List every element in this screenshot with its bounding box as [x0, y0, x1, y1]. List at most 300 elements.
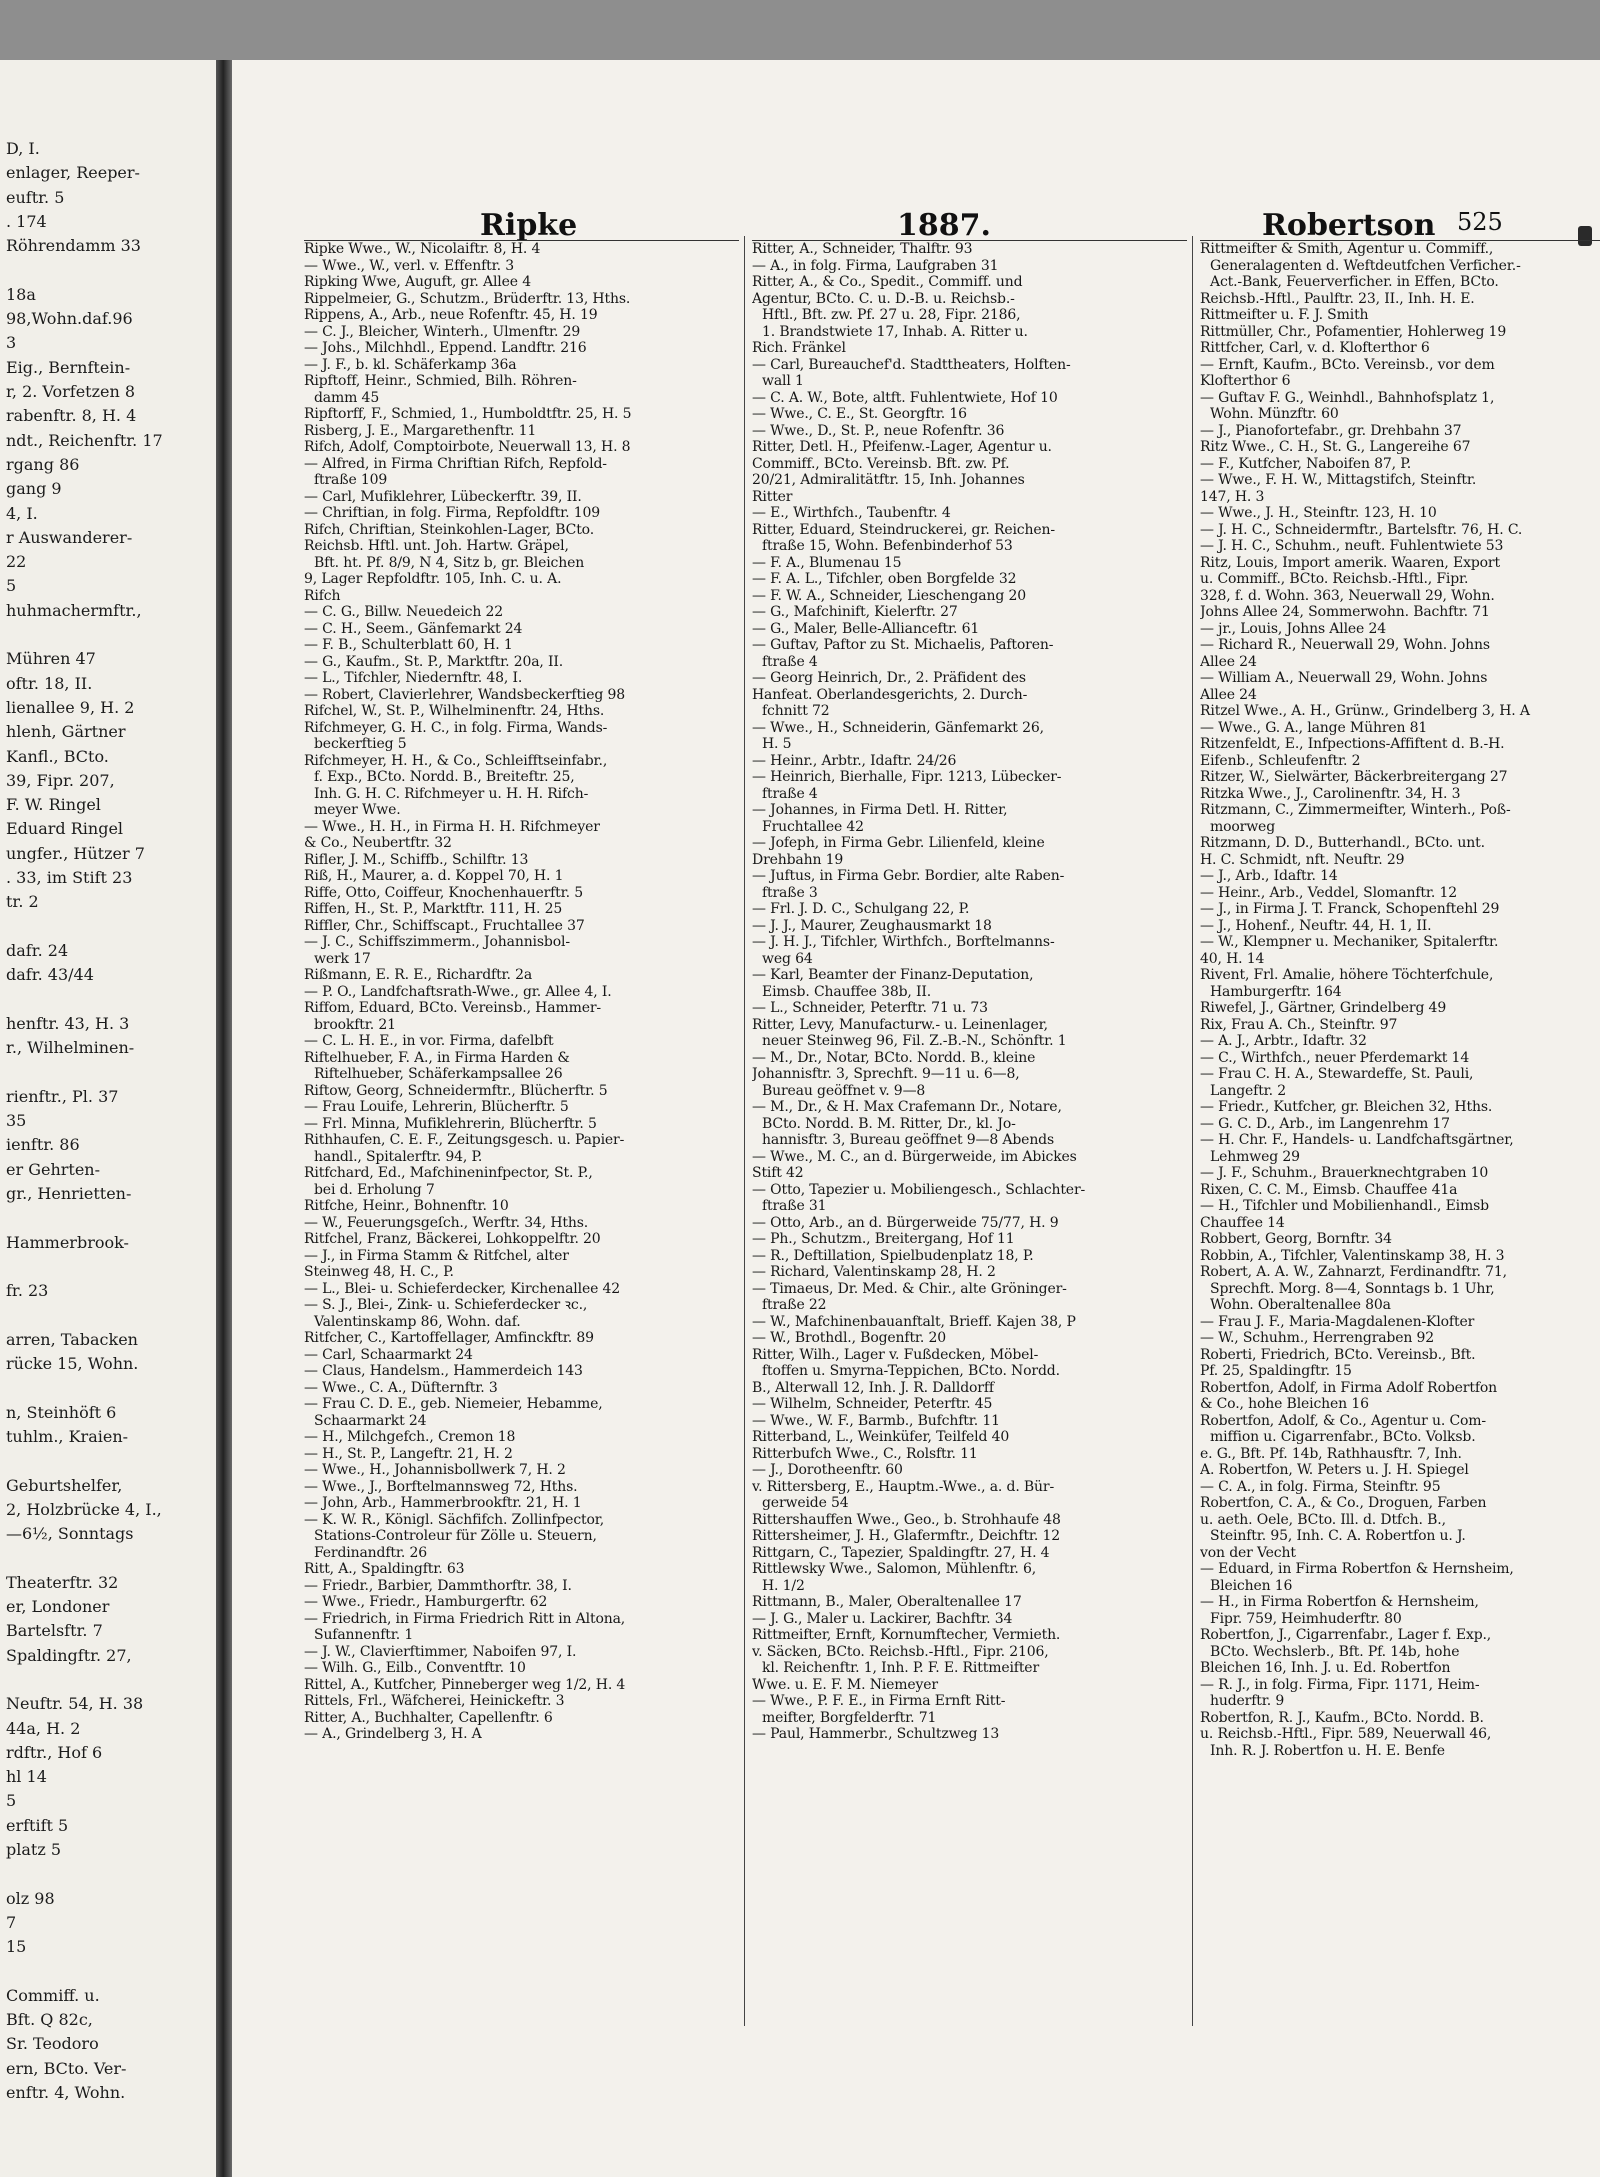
directory-entry-line: — Wwe., W. F., Barmb., Bufchftr. 11	[752, 1412, 1000, 1429]
directory-entry-line: — J., Arb., Idaftr. 14	[1200, 868, 1338, 884]
directory-entry-line: Wohn. Oberaltenallee 80a	[1210, 1297, 1391, 1313]
left-page-fragment: Bft. Q 82c,	[6, 2010, 93, 2030]
directory-entry-line: Ritfcher, C., Kartoffellager, Amfinckftr. 89	[304, 1330, 594, 1346]
directory-entry-line: — Eduard, in Firma Robertfon & Hernsheim,	[1200, 1561, 1514, 1577]
left-page-fragment: Kanfl., BCto.	[6, 746, 109, 766]
directory-entry-line: Ritzer, W., Sielwärter, Bäckerbreitergang 27	[1200, 769, 1508, 785]
left-page-fragment: erftift 5	[6, 1815, 69, 1835]
directory-entry-line: — H. Chr. F., Handels- u. Landfchaftsgärtner,	[1200, 1132, 1514, 1148]
directory-entry-line: Riftelhueber, Schäferkampsallee 26	[314, 1066, 563, 1082]
directory-entry-line: — H., Tifchler und Mobilienhandl., Eimsb	[1200, 1198, 1489, 1214]
directory-entry-line: Riffom, Eduard, BCto. Vereinsb., Hammer-	[304, 1000, 601, 1016]
directory-entry-line: Ritter, A., Schneider, Thalftr. 93	[752, 241, 973, 257]
directory-entry-line: Riftelhueber, F. A., in Firma Harden &	[304, 1049, 570, 1066]
directory-entry-line: 147, H. 3	[1200, 488, 1265, 505]
directory-column-3	[1200, 240, 1600, 2031]
directory-entry-line: meifter, Borgfelderftr. 71	[762, 1709, 937, 1726]
directory-entry-line: Wohn. Münzftr. 60	[1210, 406, 1339, 422]
directory-entry-line: Hamburgerftr. 164	[1210, 983, 1342, 1000]
left-page-fragment: 22	[6, 552, 27, 572]
left-page-fragment: rgang 86	[6, 454, 80, 474]
left-page-fragment: Neuftr. 54, H. 38	[6, 1694, 144, 1714]
directory-entry-line: Robertfon, R. J., Kaufm., BCto. Nordd. B.	[1200, 1709, 1484, 1726]
directory-entry-line: Rifch, Chriftian, Steinkohlen-Lager, BCto.	[304, 521, 595, 538]
directory-entry-line: — C. A. W., Bote, altft. Fuhlentwiete, Hof 10	[752, 389, 1058, 406]
directory-entry-line: — Johs., Milchhdl., Eppend. Landftr. 216	[304, 340, 587, 356]
directory-entry-line: — Otto, Tapezier u. Mobiliengesch., Schlachter-	[752, 1181, 1086, 1198]
directory-entry-line: — Timaeus, Dr. Med. & Chir., alte Gröninger-	[752, 1280, 1067, 1297]
directory-entry-line: Riwefel, J., Gärtner, Grindelberg 49	[1200, 1000, 1447, 1016]
directory-entry-line: von der Vecht	[1200, 1544, 1296, 1561]
directory-entry-line: Rittlewsky Wwe., Salomon, Mühlenftr. 6,	[752, 1561, 1037, 1577]
directory-entry-line: — Friedr., Barbier, Dammthorftr. 38, I.	[304, 1577, 572, 1594]
directory-entry-line: — Wwe., F. H. W., Mittagstifch, Steinftr.	[1200, 472, 1477, 488]
directory-entry-line: Rittersheimer, J. H., Glafermftr., Deichftr. 12	[752, 1528, 1061, 1544]
directory-entry-line: Hftl., Bft. zw. Pf. 27 u. 28, Fipr. 2186,	[762, 307, 1021, 323]
directory-entry-line: Johns Allee 24, Sommerwohn. Bachftr. 71	[1200, 604, 1490, 620]
left-page-fragment: Eig., Bernftein-	[6, 357, 131, 377]
directory-entry-line: — R., Deftillation, Spielbudenplatz 18, P.	[752, 1247, 1034, 1264]
left-page-fragment: ndt., Reichenftr. 17	[6, 430, 163, 450]
directory-entry-line: Fruchtallee 42	[762, 818, 864, 835]
directory-entry-line: — K. W. R., Königl. Sächfifch. Zollinfpector,	[304, 1511, 605, 1528]
directory-entry-line: Robertfon, J., Cigarrenfabr., Lager f. Exp.,	[1200, 1627, 1492, 1643]
directory-entry-line: Ritzel Wwe., A. H., Grünw., Grindelberg 3, H. A	[1200, 703, 1530, 719]
directory-entry-line: 20/21, Admiralitätftr. 15, Inh. Johannes	[752, 472, 1025, 488]
directory-entry-line: — Frau Louife, Lehrerin, Blücherftr. 5	[304, 1099, 569, 1115]
left-page-fragment: euftr. 5	[6, 187, 65, 207]
directory-entry-line: Stations-Controleur für Zölle u. Steuern,	[314, 1528, 597, 1544]
directory-entry-line: — Friedrich, in Firma Friedrich Ritt in Altona,	[304, 1610, 626, 1627]
directory-entry-line: Rittfcher, Carl, v. d. Klofterthor 6	[1200, 340, 1430, 356]
directory-entry-line: Ritter, Levy, Manufacturw.- u. Leinenlager,	[752, 1016, 1048, 1033]
directory-entry-line: Sufannenftr. 1	[314, 1627, 414, 1643]
directory-entry-line: Act.-Bank, Feuerverficher. in Effen, BCto.	[1210, 274, 1499, 290]
directory-entry-line: Rifch, Adolf, Comptoirbote, Neuerwall 13, H. 8	[304, 439, 631, 455]
directory-entry-line: Rifler, J. M., Schiffb., Schilftr. 13	[304, 851, 529, 868]
left-page-fragment: dafr. 24	[6, 940, 69, 960]
directory-entry-line: H. 1/2	[762, 1577, 805, 1594]
directory-entry-line: — Frl. J. D. C., Schulgang 22, P.	[752, 901, 970, 917]
directory-entry-line: Riffen, H., St. P., Marktftr. 111, H. 25	[304, 901, 563, 917]
directory-entry-line: huderftr. 9	[1210, 1693, 1285, 1709]
directory-entry-line: BCto. Wechslerb., Bft. Pf. 14b, hohe	[1210, 1643, 1460, 1660]
directory-entry-line: Bureau geöffnet v. 9—8	[762, 1082, 926, 1099]
directory-entry-line: gerweide 54	[762, 1495, 849, 1511]
directory-entry-line: Rittershauffen Wwe., Geo., b. Strohhaufe 48	[752, 1511, 1061, 1528]
directory-entry-line: damm 45	[314, 389, 380, 406]
directory-entry-line: — L., Tifchler, Niedernftr. 48, I.	[304, 670, 523, 686]
directory-entry-line: Rippens, A., Arb., neue Rofenftr. 45, H. 19	[304, 307, 598, 323]
directory-entry-line: — Wwe., W., verl. v. Effenftr. 3	[304, 257, 515, 274]
directory-entry-line: — P. O., Landfchaftsrath-Wwe., gr. Allee 4, I.	[304, 983, 612, 1000]
directory-entry-line: Ritzka Wwe., J., Carolinenftr. 34, H. 3	[1200, 785, 1461, 802]
left-page-fragment: arren, Tabacken	[6, 1329, 138, 1349]
directory-entry-line: weg 64	[762, 950, 813, 967]
directory-entry-line: Riffe, Otto, Coiffeur, Knochenhauerftr. 5	[304, 884, 584, 901]
directory-entry-line: Rittmeifter u. F. J. Smith	[1200, 307, 1369, 323]
directory-entry-line: — J., in Firma J. T. Franck, Schopenftehl 29	[1200, 901, 1500, 917]
directory-entry-line: Rittel, A., Kutfcher, Pinneberger weg 1/2, H. 4	[304, 1676, 626, 1693]
directory-entry-line: — F. A., Blumenau 15	[752, 554, 902, 571]
left-page-fragment: . 174	[6, 211, 47, 231]
directory-entry-line: Eifenb., Schleufenftr. 2	[1200, 752, 1361, 769]
directory-entry-line: ftoffen u. Smyrna-Teppichen, BCto. Nordd.	[762, 1363, 1060, 1379]
directory-entry-line: — F. A. L., Tifchler, oben Borgfelde 32	[752, 571, 1017, 587]
left-page-fragment: Commiff. u.	[6, 1985, 100, 2005]
directory-entry-line: v. Rittersberg, E., Hauptm.-Wwe., a. d. Bür-	[752, 1478, 1055, 1495]
directory-entry-line: Schaarmarkt 24	[314, 1412, 427, 1429]
directory-entry-line: — M., Dr., & H. Max Crafemann Dr., Notare,	[752, 1099, 1062, 1115]
left-page-fragment: rücke 15, Wohn.	[6, 1354, 139, 1373]
directory-entry-line: — C., Wirthfch., neuer Pferdemarkt 14	[1200, 1049, 1470, 1066]
left-page-fragment: Sr. Teodoro	[6, 2034, 99, 2054]
left-page-fragment: Eduard Ringel	[6, 819, 124, 839]
left-page-fragment: enlager, Reeper-	[6, 163, 140, 183]
directory-entry-line: — R. J., in folg. Firma, Fipr. 1171, Heim-	[1200, 1676, 1480, 1693]
directory-entry-line: Ripking Wwe, Auguft, gr. Allee 4	[304, 274, 531, 290]
directory-entry-line: Reichsb.-Hftl., Paulftr. 23, II., Inh. H. E.	[1200, 290, 1475, 307]
directory-entry-line: Ritter, A., & Co., Spedit., Commiff. und	[752, 274, 1023, 290]
left-page-fragment: —6½, Sonntags	[6, 1524, 134, 1544]
directory-entry-line: Riß, H., Maurer, a. d. Koppel 70, H. 1	[304, 868, 564, 884]
directory-entry-line: — Friedr., Kutfcher, gr. Bleichen 32, Hths.	[1200, 1099, 1493, 1115]
left-page-fragment: tr. 2	[6, 892, 39, 912]
directory-entry-line: — G., Maler, Belle-Allianceftr. 61	[752, 620, 980, 637]
directory-entry-line: — W., Schuhm., Herrengraben 92	[1200, 1330, 1435, 1346]
left-page-fragment: hl 14	[6, 1767, 47, 1787]
directory-entry-line: wall 1	[762, 373, 804, 389]
left-page-edge	[0, 60, 216, 2177]
left-page-fragment: dafr. 43/44	[6, 965, 94, 985]
directory-entry-line: ftraße 4	[762, 785, 818, 802]
directory-entry-line: — Wwe., C. E., St. Georgftr. 16	[752, 406, 967, 422]
directory-entry-line: Bleichen 16	[1210, 1577, 1293, 1594]
directory-entry-line: Rittels, Frl., Wäfcherei, Heinickeftr. 3	[304, 1693, 565, 1709]
directory-entry-line: f. Exp., BCto. Nordd. B., Breiteftr. 25,	[314, 769, 575, 785]
directory-entry-line: Ritterbufch Wwe., C., Rolsftr. 11	[752, 1445, 978, 1462]
left-page-fragment: D, I.	[6, 139, 40, 158]
directory-entry-line: — Ph., Schutzm., Breitergang, Hof 11	[752, 1231, 1015, 1247]
directory-entry-line: Roberti, Friedrich, BCto. Vereinsb., Bft.	[1200, 1346, 1476, 1363]
directory-entry-line: Ritfchel, Franz, Bäckerei, Lohkoppelftr. 20	[304, 1231, 601, 1247]
directory-entry-line: Ripftoff, Heinr., Schmied, Bilh. Röhren-	[304, 373, 577, 389]
directory-entry-line: — Chriftian, in folg. Firma, Repfoldftr. 109	[304, 505, 601, 521]
directory-entry-line: Generalagenten d. Weftdeutfchen Verficher.-	[1210, 257, 1521, 274]
directory-entry-line: H. 5	[762, 736, 792, 752]
directory-entry-line: — G. C. D., Arb., im Langenrehm 17	[1200, 1115, 1450, 1132]
directory-entry-line: — C. H., Seem., Gänfemarkt 24	[304, 620, 523, 637]
directory-entry-line: Ritzmann, C., Zimmermeifter, Winterh., Poß-	[1200, 802, 1511, 818]
left-page-fragment: lienallee 9, H. 2	[6, 697, 135, 717]
directory-entry-line: — Wwe., H., Johannisbollwerk 7, H. 2	[304, 1462, 566, 1478]
directory-entry-line: — J., Pianofortefabr., gr. Drehbahn 37	[1200, 422, 1462, 439]
directory-entry-line: Hanfeat. Oberlandesgerichts, 2. Durch-	[752, 686, 1028, 703]
directory-entry-line: H. C. Schmidt, nft. Neuftr. 29	[1200, 851, 1405, 868]
directory-entry-line: Rifch	[304, 587, 341, 604]
directory-entry-line: — H., Milchgefch., Cremon 18	[304, 1429, 516, 1445]
directory-entry-line: — Frau C. H. A., Stewardeffe, St. Pauli,	[1200, 1066, 1474, 1082]
directory-entry-line: fchnitt 72	[762, 703, 830, 719]
left-page-fragment: 98,Wohn.daf.96	[6, 309, 133, 329]
directory-entry-line: — Wwe., J. H., Steinftr. 123, H. 10	[1200, 505, 1437, 521]
directory-entry-line: Rifchmeyer, H. H., & Co., Schleifftseinfabr.,	[304, 752, 608, 769]
directory-entry-line: — Wwe., J., Borftelmannsweg 72, Hths.	[304, 1478, 578, 1495]
directory-entry-line: Langeftr. 2	[1210, 1082, 1287, 1099]
directory-entry-line: Ripke Wwe., W., Nicolaiftr. 8, H. 4	[304, 241, 541, 257]
directory-entry-line: ftraße 4	[762, 653, 818, 670]
directory-entry-line: — J. H. C., Schneidermftr., Bartelsftr. 76, H. C.	[1200, 521, 1523, 538]
directory-entry-line: — H., in Firma Robertfon & Hernsheim,	[1200, 1594, 1479, 1610]
left-page-fragment: olz 98	[6, 1888, 55, 1908]
left-page-fragment: 44a, H. 2	[6, 1718, 81, 1738]
directory-entry-line: — G., Mafchinift, Kielerftr. 27	[752, 604, 958, 620]
page-number: 525	[1457, 208, 1503, 236]
directory-entry-line: — Johannes, in Firma Detl. H. Ritter,	[752, 802, 1008, 818]
directory-entry-line: Rix, Frau A. Ch., Steinftr. 97	[1200, 1016, 1398, 1033]
directory-entry-line: meyer Wwe.	[314, 802, 401, 818]
column-rule-2	[1192, 236, 1193, 2026]
directory-entry-line: — M., Dr., Notar, BCto. Nordd. B., kleine	[752, 1049, 1036, 1066]
directory-entry-line: — Paul, Hammerbr., Schultzweg 13	[752, 1726, 1000, 1742]
directory-entry-line: ftraße 15, Wohn. Befenbinderhof 53	[762, 538, 1013, 554]
directory-entry-line: — Frau J. F., Maria-Magdalenen-Klofter	[1200, 1313, 1475, 1330]
left-page-fragment: 4, I.	[6, 503, 38, 523]
directory-entry-line: — J., Dorotheenftr. 60	[752, 1462, 903, 1478]
directory-entry-line: hannisftr. 3, Bureau geöffnet 9—8 Abends	[762, 1132, 1055, 1148]
left-page-fragment: er, Londoner	[6, 1597, 110, 1616]
year-heading: 1887.	[897, 208, 991, 243]
directory-entry-line: Drehbahn 19	[752, 851, 844, 868]
directory-entry-line: — Georg Heinrich, Dr., 2. Präfident des	[752, 670, 1026, 686]
directory-entry-line: Riffler, Chr., Schiffscapt., Fruchtallee 37	[304, 917, 585, 934]
directory-entry-line: — L., Schneider, Peterftr. 71 u. 73	[752, 1000, 988, 1016]
directory-column-1	[304, 240, 739, 2031]
left-page-fragment: 2, Holzbrücke 4, I.,	[6, 1499, 162, 1519]
left-page-fragment: Mühren 47	[6, 649, 96, 669]
directory-entry-line: Inh. G. H. C. Rifchmeyer u. H. H. Rifch-	[314, 785, 589, 802]
directory-entry-line: handl., Spitalerftr. 94, P.	[314, 1148, 483, 1165]
left-page-fragment: gr., Henrietten-	[6, 1183, 132, 1203]
directory-entry-line: — Guftav F. G., Weinhdl., Bahnhofsplatz 1,	[1200, 389, 1495, 406]
directory-entry-line: Bleichen 16, Inh. J. u. Ed. Robertfon	[1200, 1660, 1451, 1676]
directory-entry-line: — J. G., Maler u. Lackirer, Bachftr. 34	[752, 1610, 1013, 1627]
directory-entry-line: Eimsb. Chauffee 38b, II.	[762, 983, 932, 1000]
directory-entry-line: beckerftieg 5	[314, 736, 407, 752]
directory-entry-line: — Carl, Mufiklehrer, Lübeckerftr. 39, II.	[304, 488, 582, 505]
directory-entry-line: — Ernft, Kaufm., BCto. Vereinsb., vor dem	[1200, 356, 1495, 373]
left-page-fragment: Spaldingftr. 27,	[6, 1645, 132, 1665]
directory-entry-line: Allee 24	[1200, 653, 1257, 670]
directory-entry-line: Rittmeifter, Ernft, Kornumftecher, Vermieth.	[752, 1627, 1061, 1643]
directory-entry-line: bei d. Erholung 7	[314, 1181, 435, 1198]
left-page-fragment: ern, BCto. Ver-	[6, 2058, 127, 2078]
directory-entry-line: — jr., Louis, Johns Allee 24	[1200, 620, 1387, 637]
directory-entry-line: Rivent, Frl. Amalie, höhere Töchterfchule,	[1200, 967, 1494, 983]
directory-entry-line: ftraße 3	[762, 884, 818, 901]
directory-entry-line: — C. G., Billw. Neuedeich 22	[304, 604, 504, 620]
directory-entry-line: B., Alterwall 12, Inh. J. R. Dalldorff	[752, 1379, 994, 1396]
directory-entry-line: Ritter, Wilh., Lager v. Fußdecken, Möbel-	[752, 1346, 1039, 1363]
directory-entry-line: Rittgarn, C., Tapezier, Spaldingftr. 27, H. 4	[752, 1544, 1050, 1561]
directory-entry-line: & Co., Neubertftr. 32	[304, 835, 452, 851]
directory-entry-line: — E., Wirthfch., Taubenftr. 4	[752, 505, 951, 521]
directory-entry-line: e. G., Bft. Pf. 14b, Rathhausftr. 7, Inh.	[1200, 1445, 1462, 1462]
directory-entry-line: — Wwe., M. C., an d. Bürgerweide, im Abickes	[752, 1148, 1077, 1165]
directory-entry-line: Agentur, BCto. C. u. D.-B. u. Reichsb.-	[752, 290, 1015, 307]
directory-entry-line: — Wwe., H. H., in Firma H. H. Rifchmeyer	[304, 818, 600, 835]
directory-entry-line: — Wwe., P. F. E., in Firma Ernft Ritt-	[752, 1693, 1006, 1709]
directory-entry-line: Commiff., BCto. Vereinsb. Bft. zw. Pf.	[752, 455, 1010, 472]
left-page-fragment: rdftr., Hof 6	[6, 1742, 103, 1762]
right-page	[232, 60, 1600, 2177]
directory-entry-line: 1. Brandstwiete 17, Inhab. A. Ritter u.	[762, 323, 1028, 340]
directory-entry-line: — J. C., Schiffszimmerm., Johannisbol-	[304, 934, 570, 950]
directory-entry-line: Rich. Fränkel	[752, 340, 846, 356]
directory-entry-line: miffion u. Cigarrenfabr., BCto. Volksb.	[1210, 1429, 1476, 1445]
left-page-fragment: 18a	[6, 284, 36, 304]
directory-entry-line: — Guftav, Paftor zu St. Michaelis, Paftoren-	[752, 637, 1054, 653]
left-page-fragment: fr. 23	[6, 1281, 49, 1301]
directory-entry-line: u. aeth. Oele, BCto. Ill. d. Dtfch. B.,	[1200, 1511, 1446, 1528]
left-page-fragment: Hammerbrook-	[6, 1232, 129, 1252]
directory-entry-line: Robbin, A., Tifchler, Valentinskamp 38, H. 3	[1200, 1247, 1505, 1264]
left-page-fragment: henftr. 43, H. 3	[6, 1013, 130, 1033]
directory-entry-line: — Richard R., Neuerwall 29, Wohn. Johns	[1200, 637, 1490, 653]
directory-entry-line: Robertfon, Adolf, & Co., Agentur u. Com-	[1200, 1412, 1487, 1429]
directory-entry-line: Ritzmann, D. D., Butterhandl., BCto. unt.	[1200, 835, 1485, 851]
directory-entry-line: — Robert, Clavierlehrer, Wandsbeckerftieg 98	[304, 686, 626, 703]
directory-entry-line: Ritfchard, Ed., Mafchineninfpector, St. P.,	[304, 1165, 593, 1181]
directory-entry-line: Ritter, Eduard, Steindruckerei, gr. Reichen-	[752, 521, 1055, 538]
directory-entry-line: — A., in folg. Firma, Laufgraben 31	[752, 257, 999, 274]
left-page-fragment: rienftr., Pl. 37	[6, 1086, 119, 1106]
directory-entry-line: Ripftorff, F., Schmied, 1., Humboldtftr. 25, H. 5	[304, 406, 632, 422]
left-page-fragment: tuhlm., Kraien-	[6, 1426, 129, 1446]
left-page-fragment: F. W. Ringel	[6, 795, 101, 815]
directory-entry-line: — F. B., Schulterblatt 60, H. 1	[304, 637, 513, 653]
directory-entry-line: — J. F., Schuhm., Brauerknechtgraben 10	[1200, 1165, 1489, 1181]
running-head-left: Ripke	[480, 208, 578, 243]
directory-entry-line: — Heinrich, Bierhalle, Fipr. 1213, Lübecker-	[752, 769, 1062, 785]
directory-entry-line: Allee 24	[1200, 686, 1257, 703]
directory-entry-line: — C. A., in folg. Firma, Steinftr. 95	[1200, 1478, 1441, 1495]
directory-entry-line: Pf. 25, Spaldingftr. 15	[1200, 1363, 1352, 1379]
directory-entry-line: — Claus, Handelsm., Hammerdeich 143	[304, 1363, 583, 1379]
directory-entry-line: — J. H. J., Tifchler, Wirthfch., Borftelmanns-	[752, 934, 1055, 950]
running-head-right: Robertson	[1262, 208, 1436, 243]
left-page-fragment: 5	[6, 576, 17, 596]
left-page-fragment: 5	[6, 1791, 17, 1811]
directory-entry-line: Ritter	[752, 488, 793, 505]
directory-entry-line: — Carl, Bureauchef'd. Stadttheaters, Holften-	[752, 356, 1071, 373]
directory-entry-line: — Juftus, in Firma Gebr. Bordier, alte Raben-	[752, 868, 1065, 884]
directory-entry-line: kl. Reichenftr. 1, Inh. P. F. E. Rittmeifter	[762, 1660, 1039, 1676]
directory-entry-line: — A. J., Arbtr., Idaftr. 32	[1200, 1033, 1367, 1049]
directory-entry-line: Robertfon, C. A., & Co., Droguen, Farben	[1200, 1495, 1487, 1511]
directory-entry-line: 328, f. d. Wohn. 363, Neuerwall 29, Wohn.	[1200, 587, 1495, 604]
left-page-fragment: ungfer., Hützer 7	[6, 843, 145, 863]
directory-entry-line: — A., Grindelberg 3, H. A	[304, 1726, 482, 1742]
directory-entry-line: — Heinr., Arbtr., Idaftr. 24/26	[752, 752, 957, 769]
directory-entry-line: Ritzenfeldt, E., Infpections-Affiftent d. B.-H.	[1200, 736, 1505, 752]
directory-entry-line: Ritter, Detl. H., Pfeifenw.-Lager, Agentur u.	[752, 439, 1052, 455]
directory-entry-line: Rifchel, W., St. P., Wilhelminenftr. 24, Hths.	[304, 703, 605, 719]
directory-entry-line: Stift 42	[752, 1165, 804, 1181]
left-page-fragment: Bartelsftr. 7	[6, 1621, 103, 1641]
directory-entry-line: — G., Kaufm., St. P., Marktftr. 20a, II.	[304, 653, 564, 670]
directory-entry-line: — Jofeph, in Firma Gebr. Lilienfeld, kleine	[752, 835, 1045, 851]
directory-entry-line: — Richard, Valentinskamp 28, H. 2	[752, 1264, 996, 1280]
directory-entry-line: Lehmweg 29	[1210, 1148, 1300, 1165]
directory-entry-line: — F., Kutfcher, Naboifen 87, P.	[1200, 455, 1412, 472]
directory-entry-line: — Frl. Minna, Mufiklehrerin, Blücherftr. 5	[304, 1115, 597, 1132]
directory-entry-line: Ferdinandftr. 26	[314, 1544, 427, 1561]
directory-entry-line: — J. J., Maurer, Zeughausmarkt 18	[752, 917, 992, 934]
directory-entry-line: — L., Blei- u. Schieferdecker, Kirchenallee 42	[304, 1280, 621, 1297]
directory-entry-line: Rippelmeier, G., Schutzm., Brüderftr. 13, Hths.	[304, 290, 631, 307]
left-page-fragment: . 33, im Stift 23	[6, 868, 133, 887]
book-gutter	[216, 60, 232, 2177]
directory-entry-line: Rittmüller, Chr., Pofamentier, Hohlerweg 19	[1200, 323, 1507, 340]
directory-entry-line: — S. J., Blei-, Zink- u. Schieferdecker ꝛc.,	[304, 1297, 588, 1313]
directory-entry-line: BCto. Nordd. B. M. Ritter, Dr., kl. Jo-	[762, 1115, 1016, 1132]
directory-entry-line: — J. W., Clavierftimmer, Naboifen 97, I.	[304, 1643, 577, 1660]
directory-entry-line: Klofterthor 6	[1200, 373, 1291, 389]
directory-entry-line: — Frau C. D. E., geb. Niemeier, Hebamme,	[304, 1396, 603, 1412]
directory-entry-line: Steinweg 48, H. C., P.	[304, 1264, 454, 1280]
directory-entry-line: Rixen, C. C. M., Eimsb. Chauffee 41a	[1200, 1181, 1458, 1198]
column-rule-1	[744, 236, 745, 2026]
directory-entry-line: — W., Feuerungsgeſch., Werftr. 34, Hths.	[304, 1214, 589, 1231]
directory-entry-line: Ritz Wwe., C. H., St. G., Langereihe 67	[1200, 439, 1471, 455]
directory-entry-line: — Wilh. G., Eilb., Conventftr. 10	[304, 1660, 526, 1676]
left-page-fragment: Theaterftr. 32	[6, 1572, 119, 1592]
directory-entry-line: — J., in Firma Stamm & Ritfchel, alter	[304, 1247, 569, 1264]
directory-entry-line: Inh. R. J. Robertfon u. H. E. Benfe	[1210, 1742, 1445, 1759]
directory-entry-line: Fipr. 759, Heimhuderftr. 80	[1210, 1610, 1402, 1627]
left-page-fragment: Röhrendamm 33	[6, 236, 141, 256]
left-page-fragment: 7	[6, 1912, 17, 1932]
left-page-fragment: oftr. 18, II.	[6, 673, 93, 693]
directory-entry-line: Robertfon, Adolf, in Firma Adolf Robertfon	[1200, 1379, 1497, 1396]
directory-entry-line: ftraße 31	[762, 1198, 827, 1214]
left-page-fragment: r., Wilhelminen-	[6, 1038, 135, 1058]
directory-entry-line: brookftr. 21	[314, 1016, 396, 1033]
left-page-fragment: platz 5	[6, 1840, 62, 1859]
directory-entry-line: Steinftr. 95, Inh. C. A. Robertfon u. J.	[1210, 1528, 1466, 1544]
directory-column-2	[752, 240, 1187, 2031]
directory-entry-line: — John, Arb., Hammerbrookftr. 21, H. 1	[304, 1495, 582, 1511]
directory-entry-line: — Alfred, in Firma Chriftian Rifch, Repfold-	[304, 455, 607, 472]
directory-entry-line: neuer Steinweg 96, Fil. Z.-B.-N., Schönftr. 1	[762, 1033, 1067, 1049]
directory-entry-line: Risberg, J. E., Margarethenftr. 11	[304, 422, 537, 439]
directory-entry-line: Bft. ht. Pf. 8/9, N 4, Sitz b, gr. Bleichen	[314, 554, 585, 571]
directory-entry-line: Ritz, Louis, Import amerik. Waaren, Export	[1200, 554, 1500, 571]
directory-entry-line: ftraße 22	[762, 1297, 827, 1313]
directory-entry-line: u. Reichsb.-Hftl., Fipr. 589, Neuerwall 46,	[1200, 1726, 1492, 1742]
directory-entry-line: Rithhaufen, C. E. F., Zeitungsgesch. u. Papier-	[304, 1132, 625, 1148]
directory-entry-line: Ritt, A., Spaldingftr. 63	[304, 1561, 465, 1577]
directory-entry-line: — William A., Neuerwall 29, Wohn. Johns	[1200, 670, 1488, 686]
directory-entry-line: — Wwe., D., St. P., neue Rofenftr. 36	[752, 422, 1005, 439]
left-page-fragment: 15	[6, 1937, 27, 1957]
directory-entry-line: Ritfche, Heinr., Bohnenftr. 10	[304, 1198, 509, 1214]
left-page-fragment: enftr. 4, Wohn.	[6, 2083, 126, 2102]
directory-entry-line: — Karl, Beamter der Finanz-Deputation,	[752, 967, 1034, 983]
directory-entry-line: — H., St. P., Langeftr. 21, H. 2	[304, 1445, 513, 1462]
directory-entry-line: — Carl, Schaarmarkt 24	[304, 1346, 473, 1363]
